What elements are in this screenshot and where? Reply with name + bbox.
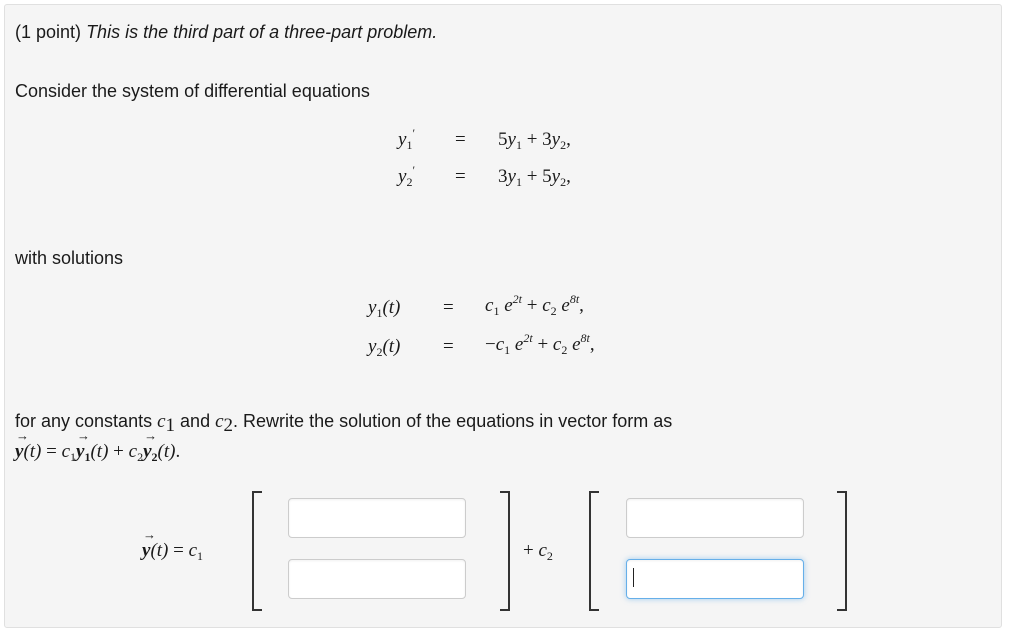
system-row-2-eq: =: [455, 166, 466, 187]
matrix-2-right-bracket: [837, 491, 847, 611]
system-row-1-eq: =: [455, 129, 466, 150]
solution-row-1-eq: =: [443, 297, 454, 318]
system-row-1-rhs: $5y_1 + 3y_2$,: [498, 129, 571, 152]
answer-lhs: → $y(t) = c_1$: [142, 540, 203, 562]
matrix-1-right-bracket: [500, 491, 510, 611]
text-caret: [633, 568, 634, 587]
vector-2-entry-2-input[interactable]: [626, 559, 804, 599]
points-label: (1 point): [15, 22, 82, 42]
matrix-1-left-bracket: [252, 491, 262, 611]
matrix-2-left-bracket: [589, 491, 599, 611]
rewrite-text: for any constants $c_1$ and $c_2$. Rewrite the solution of the equations in vector form as: [15, 411, 673, 436]
solution-row-2-eq: =: [443, 336, 454, 357]
problem-header: [15, 22, 437, 43]
consider-text: Consider the system of differential equations: [15, 81, 370, 101]
vector-form-formula: → $y(t) = c_1\to y_1(t) + c_2\to y_2(t)$.: [15, 441, 180, 463]
with-solutions-text: with solutions: [15, 248, 124, 268]
vector-1-entry-1-input[interactable]: [288, 498, 466, 538]
system-row-2-lhs: $y_2'$: [398, 163, 416, 189]
solution-row-1-rhs: $c_1$ $e^{2t} + c_2$ $e^{8t}$,: [485, 292, 584, 318]
intro-text: This is the third part of a three-part problem.: [86, 22, 438, 42]
system-row-2-rhs: $3y_1 + 5y_2$,: [498, 166, 571, 189]
vector-1-entry-2-input[interactable]: [288, 559, 466, 599]
vector-2-entry-1-input[interactable]: [626, 498, 804, 538]
solution-row-2-lhs: $y_2(t)$: [368, 336, 401, 359]
system-row-1-lhs: $y_1'$: [398, 126, 416, 152]
solution-row-2-rhs: $-c_1$ $e^{2t} + c_2$ $e^{8t}$,: [485, 331, 595, 357]
answer-c2: + $c_2$: [523, 540, 553, 563]
solution-row-1-lhs: $y_1(t)$: [368, 297, 401, 320]
